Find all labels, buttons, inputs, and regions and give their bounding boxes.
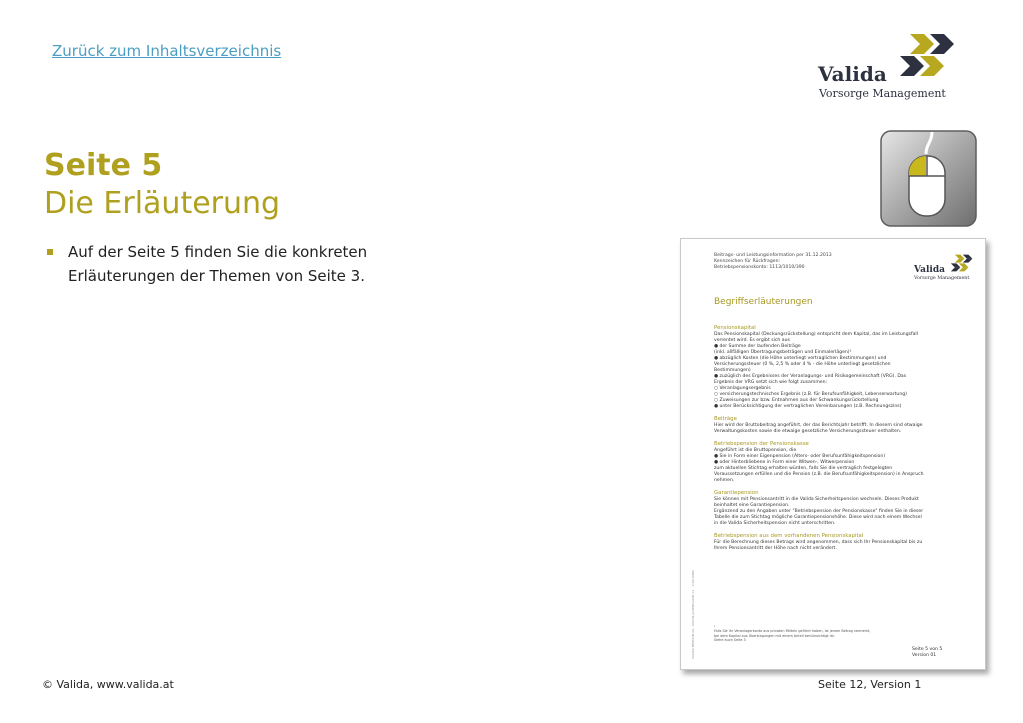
- document-preview: [680, 238, 986, 670]
- doc-section-title: Pensionskapital: [714, 325, 756, 331]
- doc-logo-name: Valida: [914, 265, 945, 275]
- doc-section: [714, 416, 959, 435]
- valida-logo: [818, 32, 968, 102]
- bullet-item: Auf der Seite 5 finden Sie die konkreten Erläuterungen der Themen von Seite 3.: [44, 240, 464, 288]
- doc-footnote-line: bei dem Kapital aus Übertragungen mit einem Anteil berücksichtigt ist.: [714, 633, 835, 638]
- footer-copyright: © Valida, www.valida.at: [42, 678, 174, 691]
- doc-section-title: Garantiepension: [714, 490, 759, 496]
- footer-page-info: Seite 12, Version 1: [818, 678, 922, 691]
- doc-line: Voraussetzungen erfüllen und die Pension (z.B. die Berufsunfähigkeitspension) in Anspruch: [714, 472, 924, 477]
- doc-header-line: Kennzeichen für Rückfragen:: [714, 259, 781, 264]
- doc-line: ● abzüglich Kosten (die Höhe unterliegt vertraglichen Bestimmungen) und: [714, 356, 887, 361]
- doc-section-title: Beiträge: [714, 416, 737, 422]
- doc-section: [714, 533, 959, 552]
- doc-section: [714, 490, 959, 527]
- doc-line: Verwaltungskosten sowie die etwaige gesetzliche Versicherungssteuer enthalten.: [714, 429, 902, 434]
- back-to-toc-link[interactable]: Zurück zum Inhaltsverzeichnis: [52, 42, 282, 60]
- doc-line: Angeführt ist die Bruttopension, die: [714, 448, 797, 453]
- doc-version-text: Version 01: [912, 653, 937, 658]
- doc-footnote-line: Siehe auch Seite 3: [714, 638, 746, 643]
- doc-line: ○ Zuweisungen zur bzw. Entnahmen aus der Schwankungsrückstellung: [714, 398, 879, 403]
- bullet-list: [44, 240, 464, 288]
- doc-line: ○ versicherungstechnisches Ergebnis (z.B. für Berufsunfähigkeit, Lebenserwartung): [714, 392, 907, 397]
- doc-line: zum aktuellen Stichtag erhalten würden, falls Sie die vertraglich festgelegten: [714, 466, 893, 471]
- doc-line: Hier wird der Bruttobeitrag angeführt, der das Berichtsjahr betrifft. In diesem sind etwaige: [714, 423, 923, 428]
- doc-line: nehmen.: [714, 478, 735, 483]
- doc-line: ○ Veranlagungsergebnis: [714, 386, 771, 391]
- doc-body: [714, 325, 959, 558]
- doc-line: Versicherungssteuer (0 %, 2,5 % oder 4 % - die Höhe unterliegt gesetzlichen: [714, 362, 891, 367]
- doc-line: Ihrem Pensionsantritt der Höhe nach nicht verändert.: [714, 546, 837, 551]
- doc-section-title: Betriebspension aus dem vorhandenen Pensionskapital: [714, 533, 864, 539]
- logo-name: Valida: [818, 62, 887, 86]
- doc-footnote-line: ¹: [714, 625, 716, 629]
- doc-header-line: Betriebspensionskonto: 1113/1010/390: [714, 265, 805, 270]
- doc-line: ● Sie in Form einer Eigenpension (Alters- oder Berufsunfähigkeitspension): [714, 454, 886, 459]
- doc-line: ● zuzüglich des Ergebnisses der Veranlagungs- und Risikogemeinschaft (VRG). Das: [714, 374, 907, 379]
- doc-line: Tabelle die zum Stichtag mögliche Garantiepensionshöhe. Diese wird nach einem Wechsel: [714, 515, 922, 520]
- slide-title: Seite 5: [44, 148, 163, 183]
- doc-line: in die Valida Sicherheitspension nicht unterschritten.: [714, 521, 836, 526]
- doc-line: ● oder Hinterbliebene in Form einer Witwen-, Witwerpension: [714, 460, 855, 465]
- slide-subtitle: Die Erläuterung: [44, 186, 281, 221]
- doc-line: Ergänzend zu den Angaben unter "Betriebspension der Pensionskasse" finden Sie in dieser: [714, 509, 924, 514]
- doc-header: [714, 253, 832, 271]
- doc-section: [714, 441, 959, 484]
- doc-line: Sie können mit Pensionsantritt in die Valida Sicherheitspension wechseln. Dieses Produkt: [714, 497, 919, 502]
- doc-line: beinhaltet eine Garantiepension.: [714, 503, 790, 508]
- doc-footnote: [714, 625, 914, 643]
- doc-line: Ergebnis der VRG setzt sich wie folgt zusammen:: [714, 380, 828, 385]
- doc-line: ● unter Berücksichtigung der vertraglichen Vereinbarungen (z.B. Rechnungszins): [714, 404, 902, 409]
- doc-line: (inkl. allfälligen Übertragungsbeträgen und Einmalerlägen)¹: [714, 350, 852, 355]
- doc-line: verrentet wird. Es ergibt sich aus: [714, 338, 790, 343]
- doc-logo-tagline: Vorsorge Management: [914, 276, 970, 281]
- doc-page-number-text: Seite 5 von 5: [912, 647, 943, 652]
- doc-line: ● der Summe der laufenden Beiträge: [714, 344, 801, 349]
- valida-chevrons-logo: [950, 253, 974, 273]
- doc-logo: [914, 253, 980, 283]
- doc-section: [714, 325, 959, 410]
- logo-tagline: Vorsorge Management: [819, 87, 946, 100]
- doc-page-number: [912, 647, 942, 659]
- doc-side-text: VALIDA PENSION AG · MOOSLACKENGASSE 12 · 1190 WIEN: [691, 570, 695, 659]
- doc-line: Das Pensionskapital (Deckungsrückstellung) entspricht dem Kapital, das im Leistungsfall: [714, 332, 918, 337]
- doc-section-title: Betriebspension der Pensionskasse: [714, 441, 809, 447]
- doc-line: Für die Berechnung dieses Betrags wird angenommen, dass sich Ihr Pensionskapital bis zu: [714, 540, 923, 545]
- doc-footnote-line: Falls Sie Ihr Veranlagerkonto aus privaten Mitteln geführt haben, ist jenem Betrag vermerkt,: [714, 629, 871, 634]
- computer-mouse-icon[interactable]: [880, 130, 977, 227]
- doc-heading: Begriffserläuterungen: [714, 297, 813, 307]
- doc-header-line: Beitrags- und Leistungsinformation per 31.12.2013: [714, 253, 832, 258]
- valida-chevrons-logo: [898, 32, 958, 78]
- doc-line: Bestimmungen): [714, 368, 751, 373]
